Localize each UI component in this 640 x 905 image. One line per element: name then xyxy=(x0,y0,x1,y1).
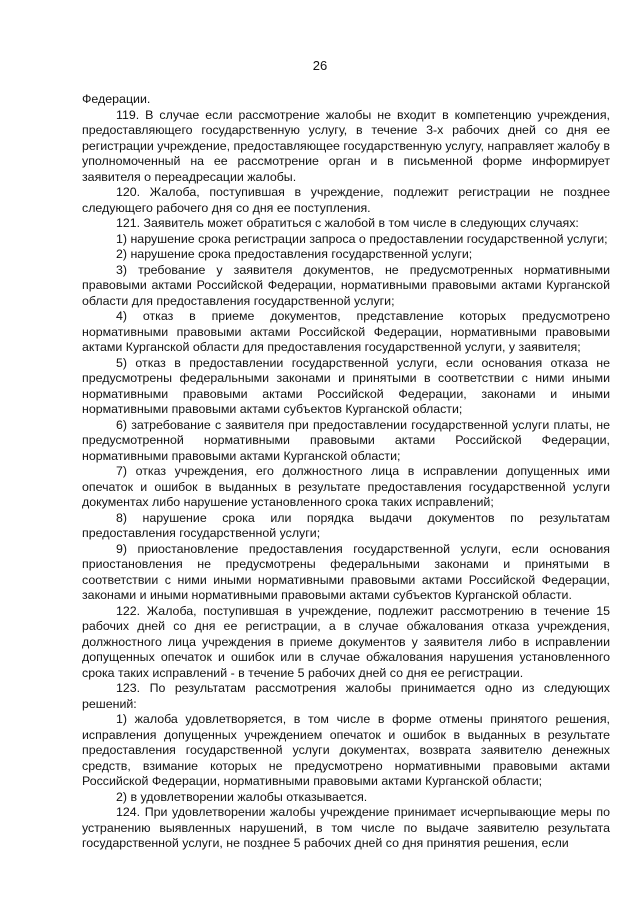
paragraph: 6) затребование с заявителя при предоставлении государственной услуги платы, не предусмотренной нормативными правовыми актами Российской Федерации, нормативными правовыми актами Курганской области; xyxy=(82,417,610,463)
paragraph: 123. По результатам рассмотрения жалобы принимается одно из следующих решений: xyxy=(82,681,610,711)
paragraph: 1) жалоба удовлетворяется, в том числе в форме отмены принятого решения, исправления допущенных учреждением опечаток и ошибок в выданных в результате предоставления государственной услуги документах, возврата заявителю денежных средств, взимание которых не предусмотрено нормативными правовыми актами Российской Федерации, нормативными правовыми актами Курганской области; xyxy=(82,712,610,788)
paragraph: 5) отказ в предоставлении государственной услуги, если основания отказа не предусмотрены федеральными законами и принятыми в соответствии с ними иными нормативными правовыми актами Российской Федерации, законами и иными нормативными правовыми актами субъектов Курганской области; xyxy=(82,355,610,416)
paragraph: 122. Жалоба, поступившая в учреждение, подлежит рассмотрению в течение 15 рабочих дней со дня ее регистрации, а в случае обжалования отказа учреждения, должностного лица учреждения в приеме документов у заявителя либо в исправлении допущенных опечаток и ошибок или в случае обжалования нарушения установленного срока таких исправлений - в течение 5 рабочих дней со дня ее регистрации. xyxy=(82,603,610,680)
paragraph: 7) отказ учреждения, его должностного лица в исправлении допущенных ими опечаток и ошибок в выданных в результате предоставления государственной услуги документах либо нарушение установленного срока таких исправлений; xyxy=(82,464,610,509)
paragraph: 124. При удовлетворении жалобы учреждение принимает исчерпывающие меры по устранению выявленных нарушений, в том числе по выдаче заявителю результата государственной услуги, не позднее 5 рабочих дней со дня принятия решения, если xyxy=(82,805,610,850)
paragraph: 121. Заявитель может обратиться с жалобой в том числе в следующих случаях: xyxy=(116,216,579,230)
document-body xyxy=(82,92,610,852)
paragraph: 4) отказ в приеме документов, представление которых предусмотрено нормативными правовыми актами Российской Федерации, нормативными правовыми актами Курганской области для предоставления государственной услуги, у заявителя; xyxy=(82,309,610,354)
paragraph: 2) нарушение срока предоставления государственной услуги; xyxy=(116,247,473,261)
paragraph: 3) требование у заявителя документов, не предусмотренных нормативными правовыми актами Российской Федерации, нормативными правовыми актами Курганской области для предоставления государственной услуги; xyxy=(82,262,610,308)
paragraph: 2) в удовлетворении жалобы отказывается. xyxy=(116,789,368,804)
paragraph: 9) приостановление предоставления государственной услуги, если основания приостановления не предусмотрены федеральными законами и принятыми в соответствии с ними иными нормативными правовыми актами Российской Федерации, законами и иными нормативными правовыми актами субъектов Курганской области. xyxy=(82,541,610,602)
paragraph: 8) нарушение срока или порядка выдачи документов по результатам предоставления государственной услуги; xyxy=(82,510,610,540)
paragraph: 120. Жалоба, поступившая в учреждение, подлежит регистрации не позднее следующего рабочего дня со дня ее поступления. xyxy=(82,185,610,215)
paragraph: 119. В случае если рассмотрение жалобы не входит в компетенцию учреждения, предоставляющего государственную услугу, в течение 3-х рабочих дней со дня ее регистрации учреждение, предоставляющее государственную услугу, направляет жалобу в уполномоченный на ее рассмотрение орган и в письменной форме информирует заявителя о переадресации жалобы. xyxy=(82,107,610,184)
page-number: 26 xyxy=(312,58,328,73)
paragraph: 1) нарушение срока регистрации запроса о предоставлении государственной услуги; xyxy=(116,231,608,246)
paragraph: Федерации. xyxy=(82,92,151,106)
